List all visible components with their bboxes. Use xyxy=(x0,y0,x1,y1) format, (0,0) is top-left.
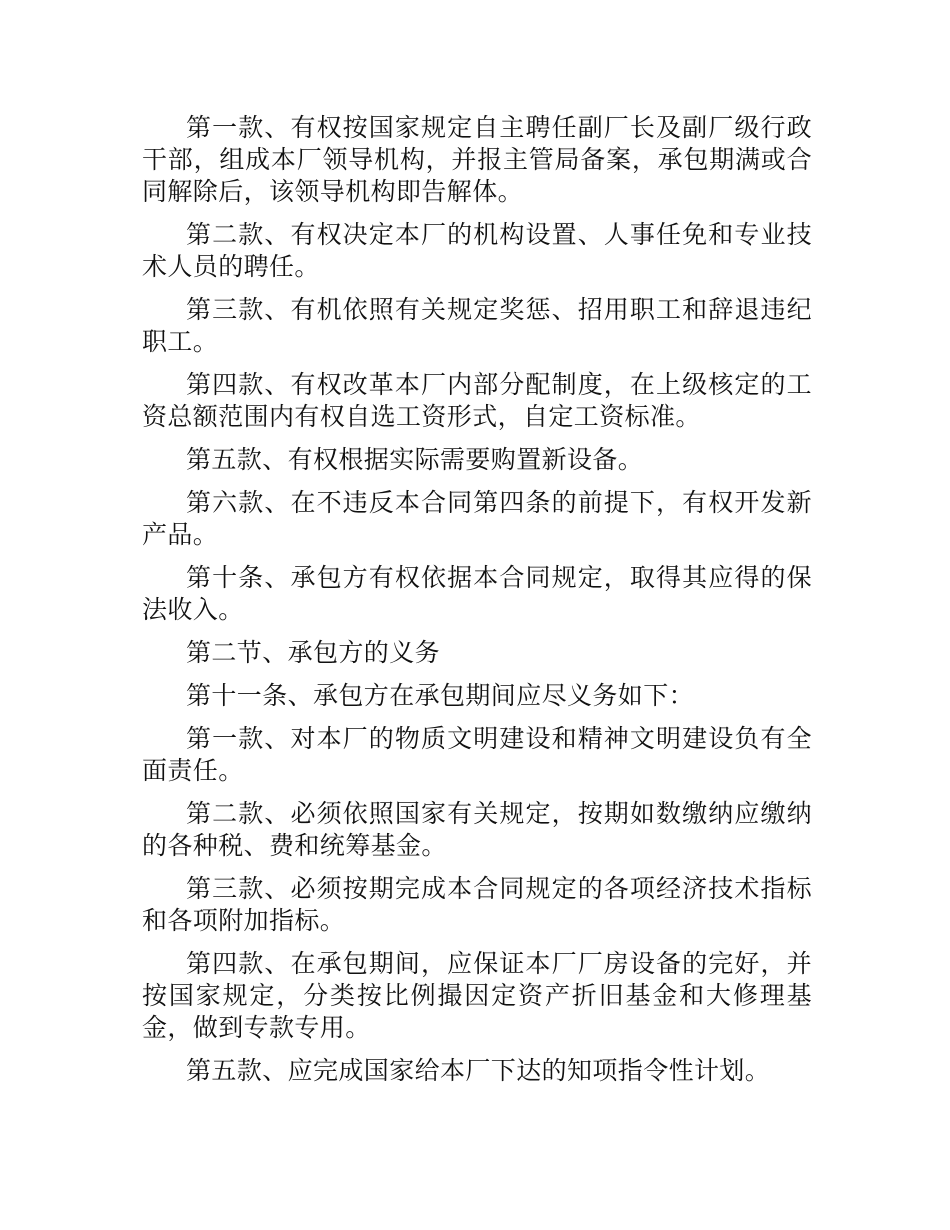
paragraph-obligation-5: 第五款、应完成国家给本厂下达的知项指令性计划。 xyxy=(186,1056,771,1085)
paragraph-clause-4: 第四款、有权改革本厂内部分配制度，在上级核定的工资总额范围内有权自选工资形式，自定工资标准。 xyxy=(142,370,812,431)
paragraph-clause-1: 第一款、有权按国家规定自主聘任副厂长及副厂级行政干部，组成本厂领导机构，并报主管局备案，承包期满或合同解除后，该领导机构即告解体。 xyxy=(142,113,812,206)
paragraph-clause-2: 第二款、有权决定本厂的机构设置、人事任免和专业技术人员的聘任。 xyxy=(142,220,812,281)
paragraph-clause-6: 第六款、在不违反本合同第四条的前提下，有权开发新产品。 xyxy=(142,488,812,549)
paragraph-obligation-4: 第四款、在承包期间，应保证本厂厂房设备的完好，并按国家规定，分类按比例撮因定资产折旧基金和大修理基金，做到专款专用。 xyxy=(142,949,812,1042)
paragraph-clause-3: 第三款、有机依照有关规定奖惩、招用职工和辞退违纪职工。 xyxy=(142,295,812,356)
paragraph-article-10: 第十条、承包方有权依据本合同规定，取得其应得的保法收入。 xyxy=(142,563,812,624)
paragraph-obligation-3: 第三款、必须按期完成本合同规定的各项经济技术指标和各项附加指标。 xyxy=(142,874,812,935)
paragraph-article-11: 第十一条、承包方在承包期间应尽义务如下： xyxy=(186,681,695,710)
paragraph-obligation-2: 第二款、必须依照国家有关规定，按期如数缴纳应缴纳的各种税、费和统筹基金。 xyxy=(142,799,812,860)
paragraph-clause-5: 第五款、有权根据实际需要购置新设备。 xyxy=(186,445,644,474)
document-page xyxy=(142,112,812,1098)
paragraph-obligation-1: 第一款、对本厂的物质文明建设和精神文明建设负有全面责任。 xyxy=(142,724,812,785)
section-heading-obligations: 第二节、承包方的义务 xyxy=(186,638,441,667)
